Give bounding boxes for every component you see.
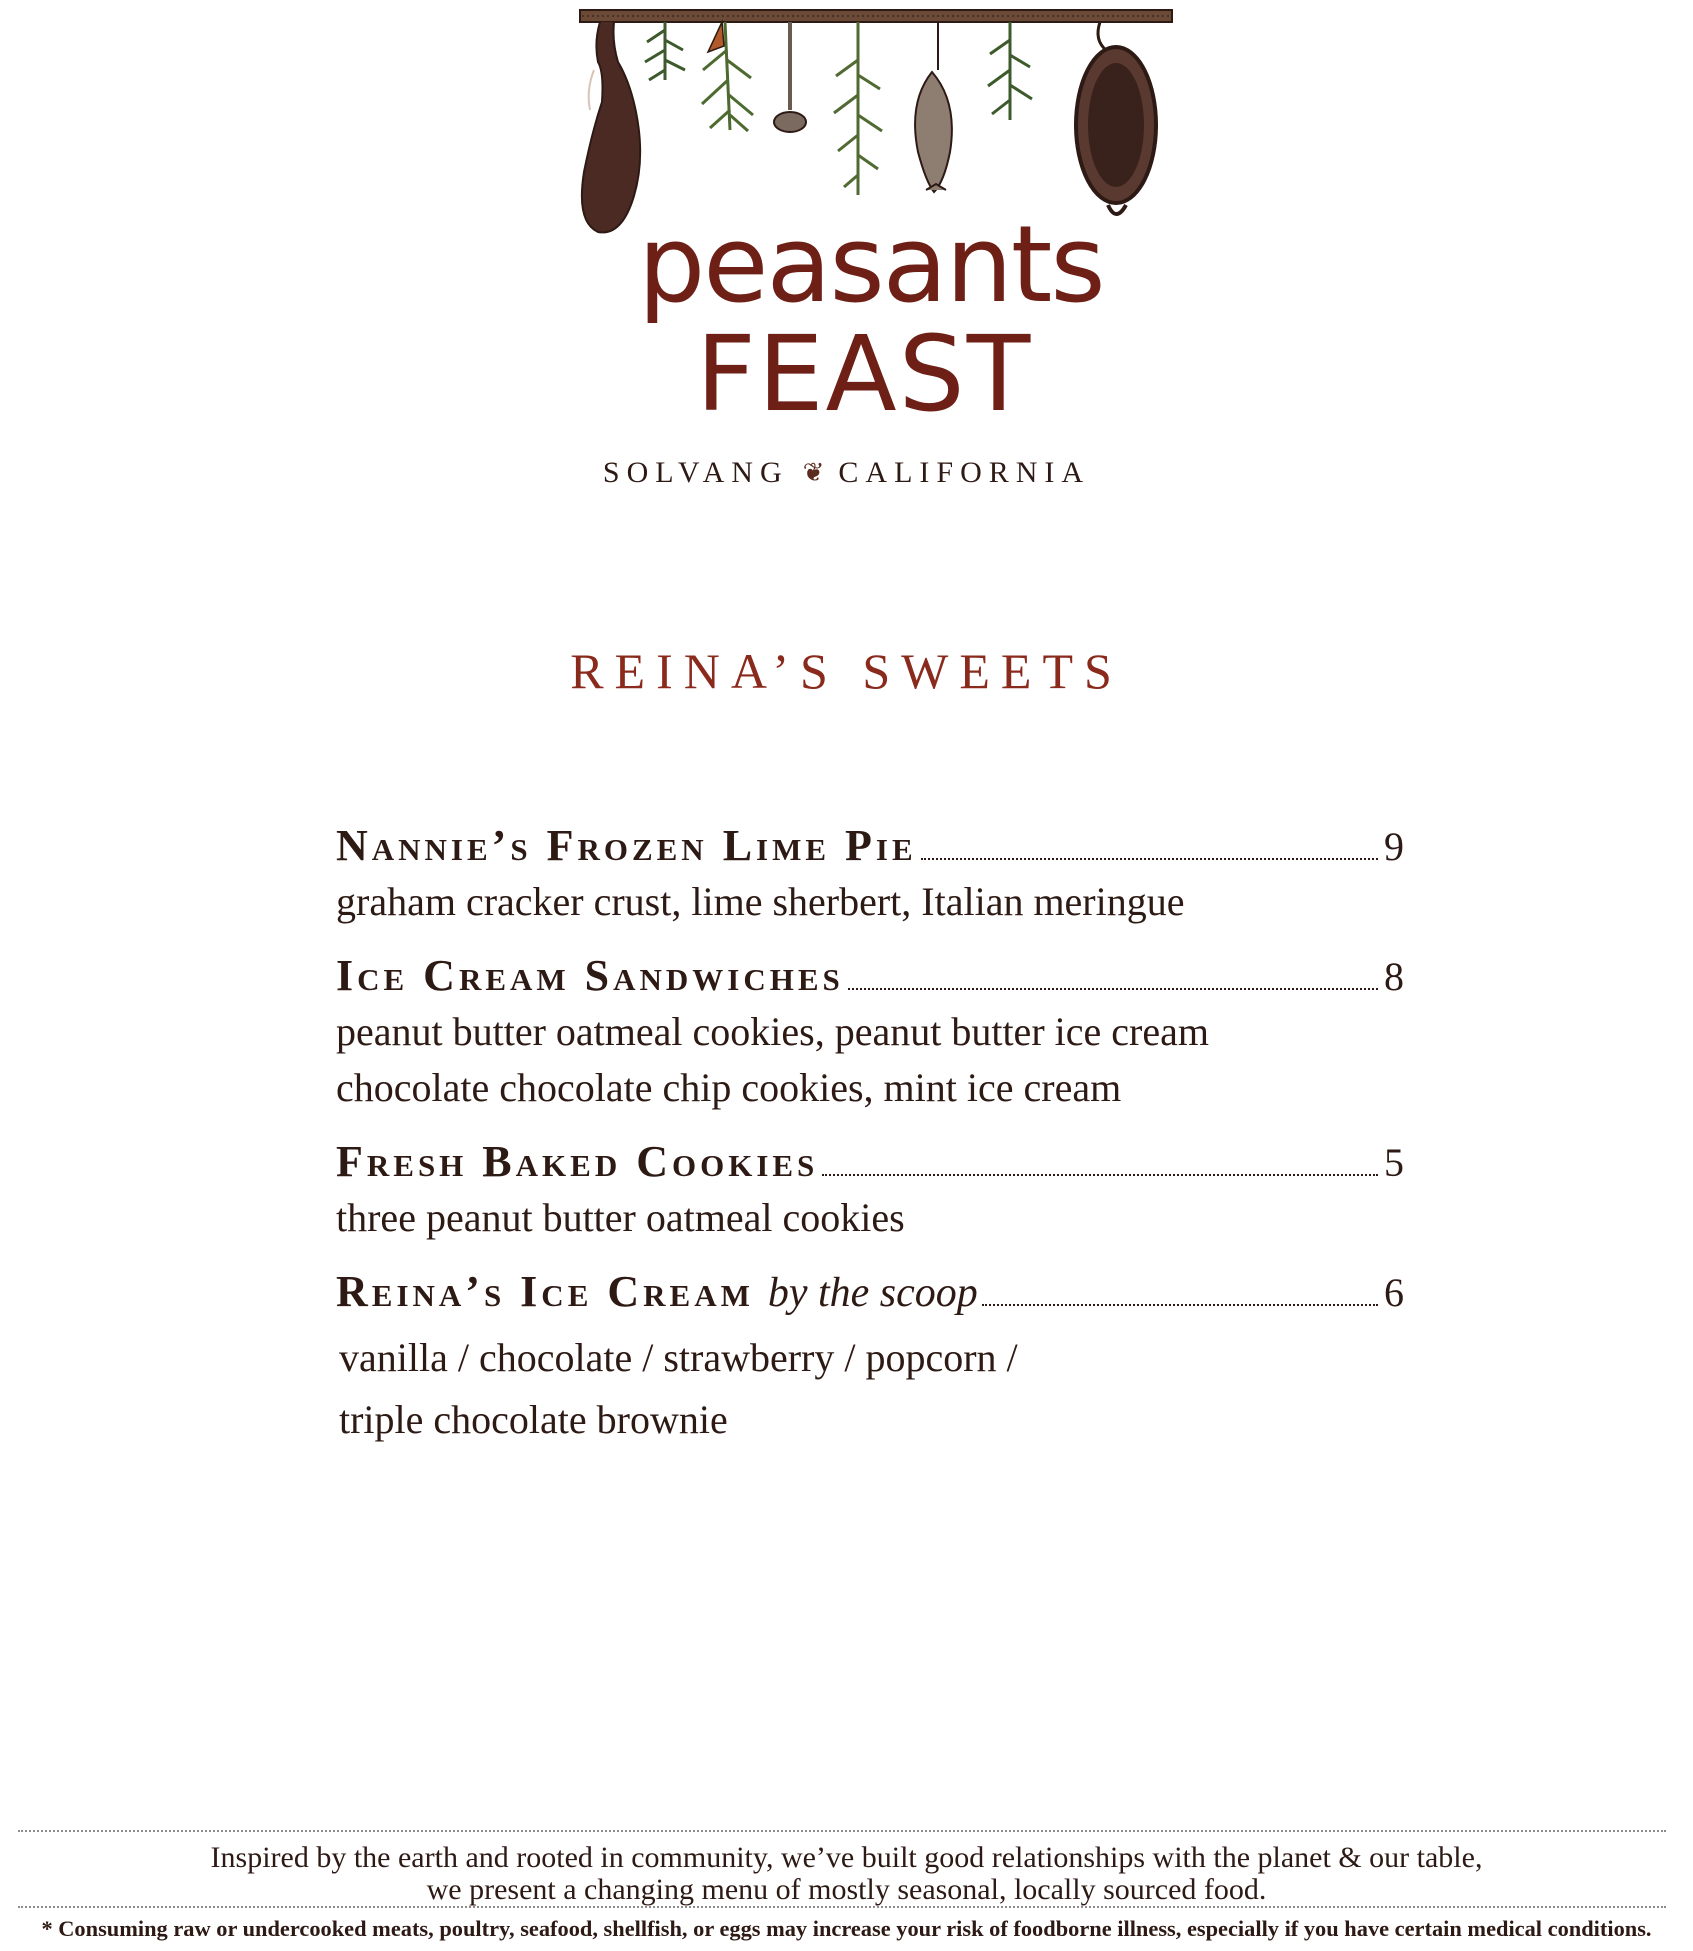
menu-item-header <box>336 820 1404 876</box>
menu-item-name-text: Reina’s Ice Cream <box>336 1267 754 1316</box>
menu-item-name: Fresh Baked Cookies <box>336 1137 819 1186</box>
dotted-leader <box>982 1304 1378 1306</box>
footer-statement-line-2: we present a changing menu of mostly seasonal, locally sourced food. <box>426 1873 1267 1906</box>
menu-item-description: peanut butter oatmeal cookies, peanut butter ice cream <box>336 1009 1209 1054</box>
menu-item <box>336 1266 1404 1446</box>
menu-item-description: graham cracker crust, lime sherbert, Italian meringue <box>336 879 1185 924</box>
footer-statement-line-1: Inspired by the earth and rooted in community, we’ve built good relationships with the planet & our table, <box>210 1841 1483 1874</box>
dotted-leader <box>921 858 1378 860</box>
section-title: REINA’S SWEETS <box>570 643 1123 699</box>
location-line <box>0 456 1693 490</box>
menu-item-price: 8 <box>1384 954 1404 999</box>
restaurant-logo <box>560 0 1180 500</box>
location-city: SOLVANG <box>602 456 789 489</box>
menu-item-description: vanilla / chocolate / strawberry / popcorn / <box>339 1335 1018 1380</box>
menu-item-price: 6 <box>1384 1270 1404 1315</box>
menu-item <box>336 1136 1404 1244</box>
dotted-leader <box>848 988 1378 990</box>
footer-divider <box>18 1830 1666 1832</box>
location-state: CALIFORNIA <box>838 456 1091 489</box>
menu-item <box>336 820 1404 928</box>
menu-item-name-suffix: by the scoop <box>767 1270 978 1316</box>
menu-item-name: Nannie’s Frozen Lime Pie <box>336 821 917 870</box>
menu-item-header <box>336 1266 1404 1322</box>
logo-line-peasants: peasants <box>638 203 1104 326</box>
footer-divider <box>18 1906 1666 1908</box>
menu-item-name <box>336 1266 978 1317</box>
dessert-menu <box>336 820 1404 1468</box>
menu-item-price: 9 <box>1384 824 1404 869</box>
dotted-leader <box>822 1174 1378 1176</box>
menu-item-description: three peanut butter oatmeal cookies <box>336 1195 905 1240</box>
menu-item-description: triple chocolate brownie <box>339 1397 728 1442</box>
logo-line-feast: FEAST <box>696 313 1033 435</box>
menu-item-price: 5 <box>1384 1140 1404 1185</box>
menu-item-header <box>336 1136 1404 1192</box>
menu-item-description: chocolate chocolate chip cookies, mint ice cream <box>336 1065 1122 1110</box>
menu-item-header <box>336 950 1404 1006</box>
menu-item <box>336 950 1404 1114</box>
leaf-ornament-icon: ❦ <box>802 458 825 487</box>
health-disclaimer: * Consuming raw or undercooked meats, poultry, seafood, shellfish, or eggs may increase your risk of foodborne illness, especially if you have certain medical conditions. <box>41 1916 1652 1941</box>
menu-item-name: Ice Cream Sandwiches <box>336 951 844 1000</box>
